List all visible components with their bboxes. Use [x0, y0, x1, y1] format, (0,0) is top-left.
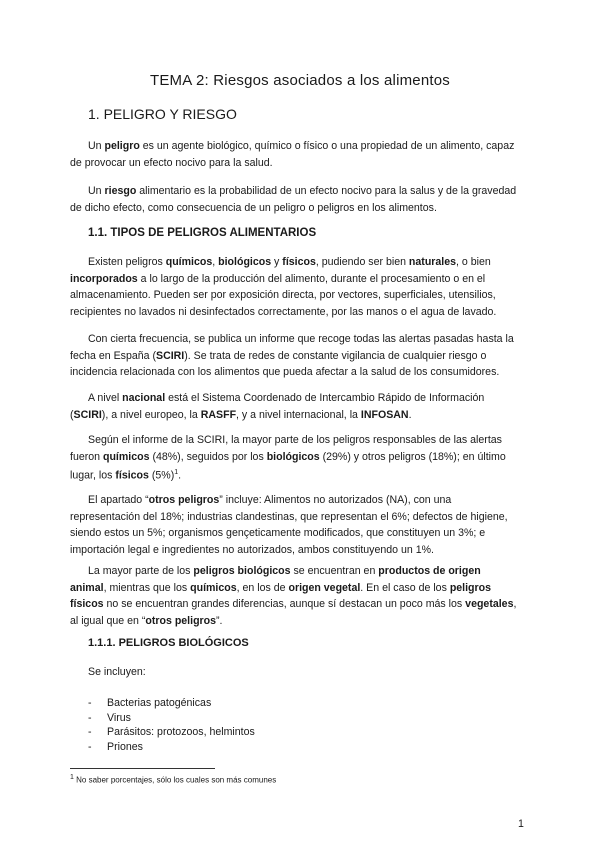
dash: -: [88, 740, 92, 753]
includes-label: Se incluyen:: [88, 666, 146, 678]
text: , al igual que en “: [70, 598, 517, 627]
dash: -: [88, 726, 92, 738]
bold-term: vegetales: [465, 598, 514, 610]
section-heading-peligro-riesgo: 1. PELIGRO Y RIESGO: [88, 106, 237, 122]
text: a lo largo de la producción del alimento, durante el procesamiento o en el almacenamiento. Pueden ser por exposición directa, por vectores, superficiales, utensilios, recipientes no lavados ni desinfectados correctamente, por las manos o el agua de lavado.: [70, 272, 497, 318]
paragraph-otros-peligros: [70, 492, 520, 558]
text: ,: [212, 256, 219, 268]
text: (29%) y otros peligros (18%); en último lugar, los: [70, 450, 506, 482]
text: y: [271, 256, 283, 268]
list-item-text: Bacterias patogénicas: [107, 697, 212, 709]
text: , pudiendo ser bien: [315, 256, 409, 268]
text: ). Se trata de redes de constante vigilancia de cualquier riesgo o incidencia relacionada con los alimentos que pueda afectar a la salud de los consumidores.: [70, 349, 500, 378]
bold-term: incorporados: [70, 272, 138, 285]
list-item: [88, 740, 255, 755]
text: Según el informe de la SCIRI, la mayor parte de los peligros responsables de las alertas fueron: [70, 434, 502, 463]
text: no se encuentran grandes diferencias, aunque sí destacan un poco más los: [103, 598, 466, 610]
section-heading-tipos-peligros: 1.1. TIPOS DE PELIGROS ALIMENTARIOS: [88, 227, 317, 239]
footnote-text: No saber porcentajes, sólo los cuales son más comunes: [73, 775, 277, 785]
text: (48%), seguidos por los: [149, 450, 267, 463]
text: , mientras que los: [103, 581, 191, 594]
bold-term: nacional: [122, 392, 166, 404]
footnote-number: 1: [70, 774, 74, 781]
text: , o bien: [456, 256, 491, 268]
bold-term: RASFF: [200, 408, 237, 421]
biological-hazards-list: [88, 696, 255, 754]
list-item: [88, 696, 255, 711]
bold-term: peligros físicos: [70, 581, 492, 610]
text: Un: [88, 140, 105, 152]
paragraph-peligro: [70, 138, 520, 171]
text: está el Sistema Coordenado de Intercambio Rápido de Información (: [70, 392, 485, 421]
bold-term: productos de origen animal: [70, 565, 481, 594]
dash: -: [88, 697, 92, 709]
bold-term: químicos: [165, 256, 213, 268]
list-item-text: Virus: [107, 711, 131, 724]
text: es un agente biológico, químico o físico o una propiedad de un alimento, capaz de provocar un efecto nocivo para la salud.: [70, 140, 515, 169]
text: . En el caso de los: [360, 581, 450, 594]
text: (5%): [148, 469, 175, 482]
text: ”.: [216, 614, 223, 627]
bold-term: peligro: [104, 140, 140, 152]
list-item-text: Priones: [107, 740, 143, 753]
bold-term: biológicos: [266, 450, 320, 463]
text: El apartado “: [88, 494, 149, 506]
dash: -: [88, 711, 92, 724]
text: A nivel: [88, 392, 123, 404]
bold-term: INFOSAN: [360, 408, 409, 421]
text: .: [178, 469, 182, 482]
footnote: [70, 774, 276, 785]
list-item: [88, 725, 255, 740]
text: alimentario es la probabilidad de un efecto nocivo para la salus y de la gravedad de dicho efecto, como consecuencia de un peligro o peligros en los alimentos.: [70, 185, 517, 214]
text: ), a nivel europeo, la: [101, 408, 201, 421]
list-item: [88, 711, 255, 726]
bold-term: peligros biológicos: [193, 565, 291, 577]
text: , y a nivel internacional, la: [236, 408, 361, 421]
list-item-text: Parásitos: protozoos, helmintos: [107, 726, 255, 738]
bold-term: químicos: [190, 581, 237, 594]
bold-term: físicos: [282, 256, 316, 268]
text: ” incluye: Alimentos no autorizados (NA), con una representación del 18%; industrias clandestinas, que representan el 6%; defectos de higiene, siendo estos un 5%; organismos gençeticamente modificados, que constituyen un 3%; e importación legal e ingredientes no autorizados, ambos constituyendo un 1%.: [70, 494, 508, 556]
section-heading-peligros-biologicos: 1.1.1. PELIGROS BIOLÓGICOS: [88, 637, 249, 649]
bold-term: naturales: [408, 256, 457, 268]
text: La mayor parte de los: [88, 565, 194, 577]
paragraph-informe-sciri: [70, 432, 520, 484]
text: Con cierta frecuencia, se publica un informe que recoge todas las alertas pasadas hasta la fecha en España (: [70, 333, 514, 362]
bold-term: biológicos: [218, 256, 272, 268]
paragraph-riesgo: [70, 183, 520, 216]
footnote-ref: 1: [174, 469, 179, 476]
bold-term: químicos: [102, 450, 150, 463]
bold-term: físicos: [115, 469, 149, 482]
paragraph-tipos: [70, 254, 520, 320]
footnote-divider: [70, 768, 215, 769]
document-title: TEMA 2: Riesgos asociados a los alimentos: [149, 72, 450, 89]
text: Un: [88, 185, 105, 197]
text: .: [408, 408, 412, 421]
bold-term: otros peligros: [148, 494, 220, 506]
paragraph-niveles: [70, 390, 520, 423]
page-number: 1: [518, 818, 524, 830]
paragraph-informe: [70, 331, 520, 381]
bold-term: SCIRI: [156, 349, 185, 362]
bold-term: otros peligros: [145, 614, 217, 627]
text: , en los de: [236, 581, 289, 594]
text: Existen peligros: [88, 256, 166, 268]
bold-term: riesgo: [104, 185, 137, 197]
bold-term: origen vegetal: [288, 581, 361, 594]
text: se encuentran en: [290, 565, 379, 577]
paragraph-origen: [70, 563, 520, 629]
bold-term: SCIRI: [73, 408, 102, 421]
